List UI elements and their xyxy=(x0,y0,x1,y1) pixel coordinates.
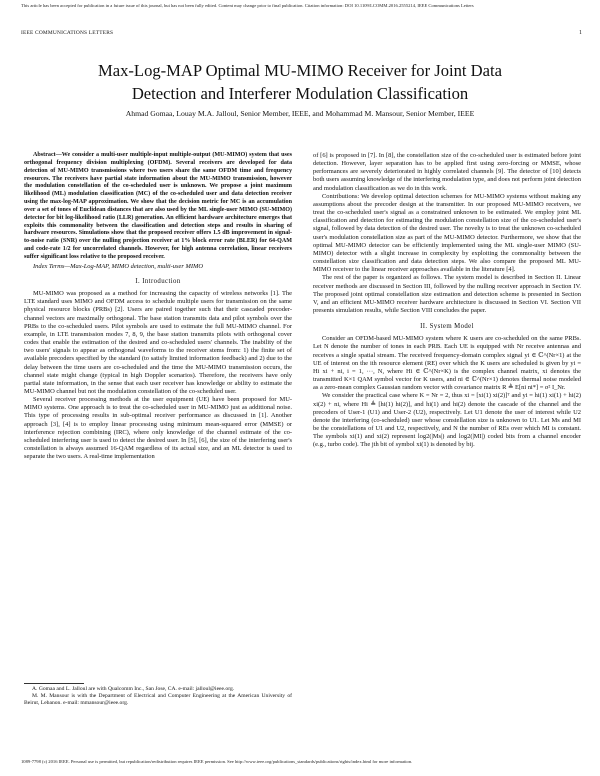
index-terms: Index Terms—Max-Log-MAP, MIMO detection, multi-user MIMO xyxy=(33,262,204,270)
organization-paragraph: The rest of the paper is organized as follows. The system model is described in Section II. Linear receiver methods are discussed in Section III, followed by the nulling receiver approach in Section IV. The proposed joint optimal constellation size estimation and detection scheme is presented in Section V, and an efficient MU-MIMO receiver hardware architecture is discussed in Section VI. Section VII presents simulation results, while Section VIII concludes the paper. xyxy=(313,274,581,314)
system-model-paragraph-2: We consider the practical case where K = Nr = 2, thus xi = [xi(1) xi(2)]ᵀ and yi = hi(1) xi(1) + hi(2) xi(2) + ni, where Hi ≜ [hi(1) hi(2)], and hi(1) and hi(2) denote the cascade of the channel and the precoders of User-1 (U1) and User-2 (U2), respectively. Let U1 denote the user of interest while U2 denote the interfering (co-scheduled) user whose constellation size is unknown to U1. Let Ms and MI be the constellations of U1 and U2, respectively, and N the number of REs over which MI is constant. The symbols xi(1) and xi(2) represent log2(|Ms|) and log2(|MI|) coded bits from a channel encoder (e.g., turbo code). The jth bit of symbol xi(1) is denoted by bij. xyxy=(313,392,581,449)
title-line-1: Max-Log-MAP Optimal MU-MIMO Receiver for Joint Data xyxy=(97,61,502,80)
footnotes xyxy=(24,686,292,707)
copyright-footer: 1089-7798 (c) 2016 IEEE. Personal use is permitted, but republication/redistribution requires IEEE permission. See http://www.ieee.org/publications_standards/publications/rights/index.html for more information. xyxy=(21,759,413,764)
related-work-continuation: of [6] is proposed in [7]. In [8], the constellation size of the co-scheduled user is estimated before joint detection. However, layer separation has to be applied first using zero-forcing or MMSE, whose performances are severely deteriorated in highly correlated channels [9]. The detector of [10] detects both users assuming knowledge of the interfering modulation type, and does not perform joint detection and modulation classification as we do in this work. xyxy=(313,152,581,192)
abstract xyxy=(24,152,292,262)
journal-name: IEEE COMMUNICATIONS LETTERS xyxy=(21,30,114,36)
page-number: 1 xyxy=(579,30,582,36)
paper-title xyxy=(0,59,600,105)
system-model-paragraph-1: Consider an OFDM-based MU-MIMO system where K users are co-scheduled on the same PRBs. Let N denote the number of tones in each PRB. Each UE is equipped with Nr receive antennas and receives a single spatial stream. The received frequency-domain complex signal yi ∈ ℂ^(Nr×1) at the UE of interest on the ith resource element (RE) over which the K users are scheduled is given by yi = Hi xi + ni, i = 1, ···, N, where Hi ∈ ℂ^(Nr×K) is the complex channel matrix, xi denotes the transmitted K×1 QAM symbol vector for K users, and ni ∈ ℂ^(Nr×1) denotes thermal noise modeled as a zero-mean complex Gaussian random vector with covariance matrix R ≜ E[ni ni*] = σ² I_Nr. xyxy=(313,335,581,392)
author-list: Ahmad Gomaa, Louay M.A. Jalloul, Senior Member, IEEE, and Mohammad M. Mansour, Senior Member, IEEE xyxy=(125,109,475,118)
contributions-paragraph: Contributions: We develop optimal detection schemes for MU-MIMO systems without making any assumptions about the precoder design at the transmitter. In our proposed MU-MIMO receivers, we treat the co-scheduled user's signal as a constrained unknown to be estimated. We employ joint ML classification and detection for estimating the modulation constellation size of the co-scheduled user's signal, followed by data detection of the desired user. The novelty is to treat the unknown co-scheduled user's modulation constellation size as part of the MU-MIMO detector. Furthermore, we show that the optimal MU-MIMO detector can be efficiently implemented using the ML single-user MIMO (SU-MIMO) detector with a slight increase in complexity by exploiting the commonality between the constellation size classification and data detection steps. We also compare the proposed ML MU-MIMO receiver to the linear receiver approaches available in the literature [4]. xyxy=(313,192,581,274)
left-column xyxy=(24,152,292,461)
title-line-2: Detection and Interferer Modulation Classification xyxy=(131,84,469,103)
section-heading-introduction: I. Introduction xyxy=(135,277,181,285)
intro-paragraph-2: Several receiver processing methods at the user equipment (UE) have been proposed for MU-MIMO systems. One approach is to treat the co-scheduled user in MU-MIMO just as additional noise. This type of processing results in sub-optimal receiver performance as discussed in [1]. Another approach [3], [4] is to employ linear processing using minimum mean-squared error (MMSE) or interference rejection combining (IRC), where only knowledge of the channel estimate of the co-scheduled interfering user is used to detect the desired user. In [5], [6], the size of the interfering user's constellation is always assumed 16-QAM regardless of its actual size, and an ML detector is used to separate the two users. A real-time implementation xyxy=(24,396,292,461)
section-heading-system-model: II. System Model xyxy=(420,323,474,331)
footnote-rule xyxy=(24,683,84,684)
abstract-text: Abstract—We consider a multi-user multiple-input multiple-output (MU-MIMO) system that uses orthogonal frequency division multiplexing (OFDM). Several receivers are developed for data detection of MU-MIMO transmissions where two users share the same OFDM time and frequency resources. The receivers have partial state information about the MU-MIMO transmission, however the modulation constellation of the co-scheduled user is unknown. We propose a joint maximum likelihood (ML) modulation classification (MC) of the co-scheduled user and data detection receiver using the max-log-MAP approximation. We show that the decision metric for MC is an accumulation over a set of tones of Euclidean distances that are also used by the ML single-user MIMO (SU-MIMO) detector for bit log-likelihood ratio (LLR) generation. An efficient hardware architecture emerges that exploits this commonality between the classification and detection steps and results in sharing of hardware resources. Simulations show that the proposed receiver offers 1.5 dB improvement in signal-to-noise ratio (SNR) over the nulling projection receiver at 1% block error rate (BLER) for 64-QAM and code-rate 1/2 for uncorrelated channels. However, for high antenna correlation, linear receivers suffer significant loss relative to the proposed receiver. xyxy=(24,152,292,260)
right-column xyxy=(313,152,581,449)
footnote-affiliation-1: A. Gomaa and L. Jalloul are with Qualcomm Inc., San Jose, CA. e-mail: jalloul@ieee.org. xyxy=(32,686,235,692)
acceptance-banner: This article has been accepted for publication in a future issue of this journal, but has not been fully edited. Content may change prior to final publication. Citation information: DOI 10.1109/LCOMM.2016.2555214, IEEE Communications Letters xyxy=(21,3,474,8)
footnote-affiliation-2: M. M. Mansour is with the Department of Electrical and Computer Engineering at the American University of Beirut, Lebanon. e-mail: mmansour@ieee.org. xyxy=(24,693,292,706)
intro-paragraph-1: MU-MIMO was proposed as a method for increasing the capacity of wireless networks [1]. The LTE standard uses MIMO and OFDM access to schedule multiple users for transmission on the same physical resource blocks (PRBs) [2]. Users are paired together such that their cascaded precoder-channel vectors are maximally orthogonal. The base station transmits data and pilot symbols over the PRBs to the co-scheduled users. Pilot symbols are used to estimate the full MU-MIMO channel. For example, in LTE transmission modes 7, 8, 9, the base station transmits pilots with orthogonal cover codes that enable the estimation of the desired and co-scheduled users' channels. The inability of the two users' signals to appear as orthogonal waveforms to the receiver stems from: 1) the finite set of available precoders specified by the standard (to satisfy limited information feedback) and 2) due to the delay between the time users are co-scheduled and the time the MU-MIMO transmission occurs, the channel state might change (typical in high Doppler scenarios). Therefore, the receivers have only partial state information, in the sense that each user receiver has knowledge or ability to estimate the MU-MIMO channel but not the modulation constellation of the co-scheduled user. xyxy=(24,290,292,395)
